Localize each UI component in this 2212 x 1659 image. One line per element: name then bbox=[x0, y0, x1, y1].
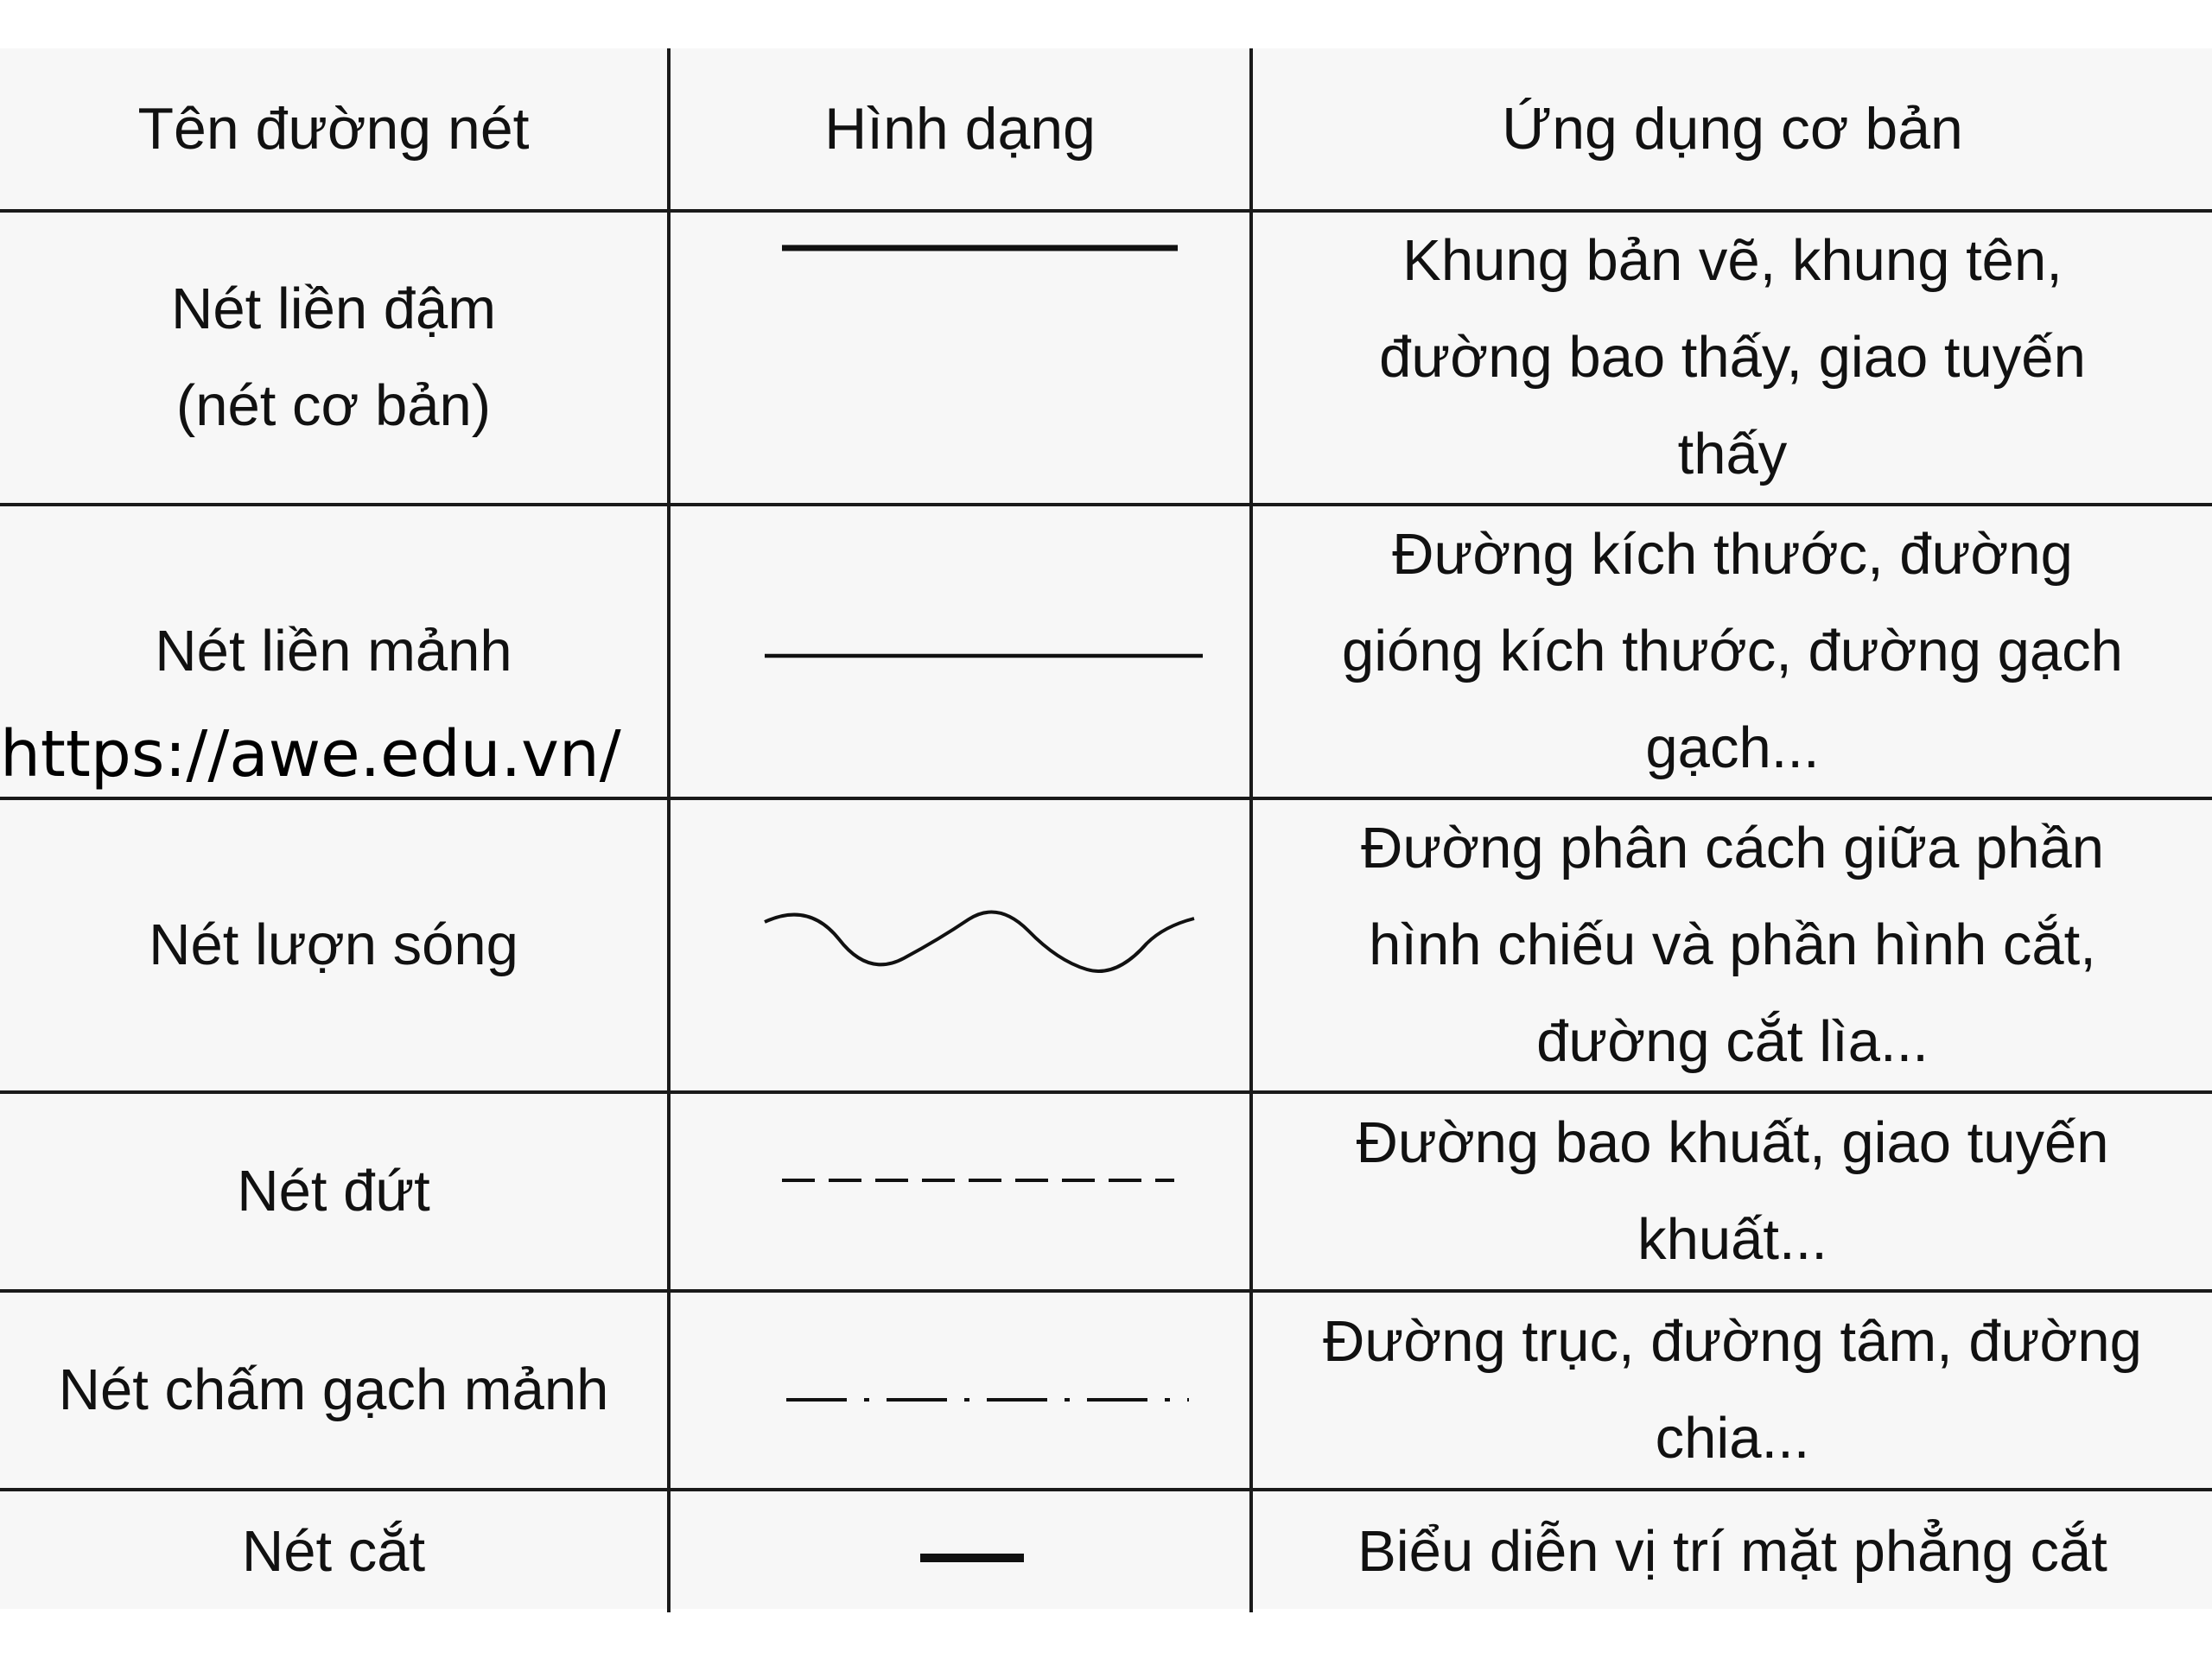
shape-cell bbox=[669, 798, 1251, 1092]
line-name-cell bbox=[0, 1291, 669, 1490]
usage-text: khuất... bbox=[1637, 1207, 1827, 1272]
usage-text: Biểu diễn vị trí mặt phẳng cắt bbox=[1357, 1519, 2107, 1584]
usage-cell bbox=[1251, 211, 2212, 505]
usage-text: đường cắt lìa... bbox=[1536, 1009, 1929, 1074]
line-name-text: Nét cắt bbox=[241, 1519, 426, 1584]
line-types-table bbox=[0, 48, 2212, 1612]
table-row bbox=[0, 1291, 2212, 1490]
line-name-cell bbox=[0, 211, 669, 505]
usage-text: Đường kích thước, đường bbox=[1392, 522, 2073, 587]
header-line-name: Tên đường nét bbox=[137, 96, 530, 162]
usage-text: chia... bbox=[1655, 1406, 1810, 1471]
wavy-line-icon bbox=[684, 801, 1251, 1090]
table-row bbox=[0, 1490, 2212, 1612]
dash-dot-line-icon bbox=[684, 1293, 1251, 1488]
usage-text: gióng kích thước, đường gạch bbox=[1342, 619, 2123, 683]
line-name-cell bbox=[0, 1092, 669, 1291]
usage-cell bbox=[1251, 505, 2212, 798]
website-watermark: https://awe.edu.vn/ bbox=[0, 717, 621, 791]
line-name-text: (nét cơ bản) bbox=[175, 373, 492, 438]
shape-cell bbox=[669, 211, 1251, 505]
shape-cell bbox=[669, 1291, 1251, 1490]
table-row bbox=[0, 798, 2212, 1092]
header-usage: Ứng dụng cơ bản bbox=[1251, 48, 2212, 211]
solid-thin-line-icon bbox=[684, 506, 1251, 797]
usage-text: Đường phân cách giữa phần bbox=[1360, 816, 2105, 880]
line-name-text: Nét liền đậm bbox=[170, 276, 497, 341]
solid-thick-line-icon bbox=[684, 213, 1251, 502]
table-row bbox=[0, 211, 2212, 505]
usage-cell bbox=[1251, 1092, 2212, 1291]
dashed-line-icon bbox=[684, 1094, 1251, 1289]
header-shape: Hình dạng bbox=[669, 48, 1251, 211]
usage-text: Khung bản vẽ, khung tên, bbox=[1402, 228, 2063, 293]
line-name-text: Nét chấm gạch mảnh bbox=[58, 1357, 609, 1422]
usage-text: đường bao thấy, giao tuyến bbox=[1379, 325, 2086, 390]
line-name-cell bbox=[0, 1490, 669, 1612]
usage-text: hình chiếu và phần hình cắt, bbox=[1369, 912, 2096, 977]
line-name-cell bbox=[0, 798, 669, 1092]
usage-text: Đường bao khuất, giao tuyến bbox=[1356, 1110, 2109, 1175]
table-row bbox=[0, 1092, 2212, 1291]
usage-cell bbox=[1251, 1291, 2212, 1490]
line-name-text: Nét liền mảnh bbox=[155, 619, 512, 683]
shape-cell bbox=[669, 505, 1251, 798]
short-thick-stroke-icon bbox=[684, 1492, 1251, 1611]
shape-cell bbox=[669, 1490, 1251, 1612]
table-header-row bbox=[0, 48, 2212, 211]
usage-text: thấy bbox=[1677, 422, 1788, 486]
usage-cell bbox=[1251, 1490, 2212, 1612]
usage-text: gạch... bbox=[1645, 715, 1820, 780]
shape-cell bbox=[669, 1092, 1251, 1291]
usage-text: Đường trục, đường tâm, đường bbox=[1323, 1309, 2142, 1374]
usage-cell bbox=[1251, 798, 2212, 1092]
line-name-text: Nét đứt bbox=[237, 1159, 430, 1224]
line-name-text: Nét lượn sóng bbox=[149, 912, 518, 977]
